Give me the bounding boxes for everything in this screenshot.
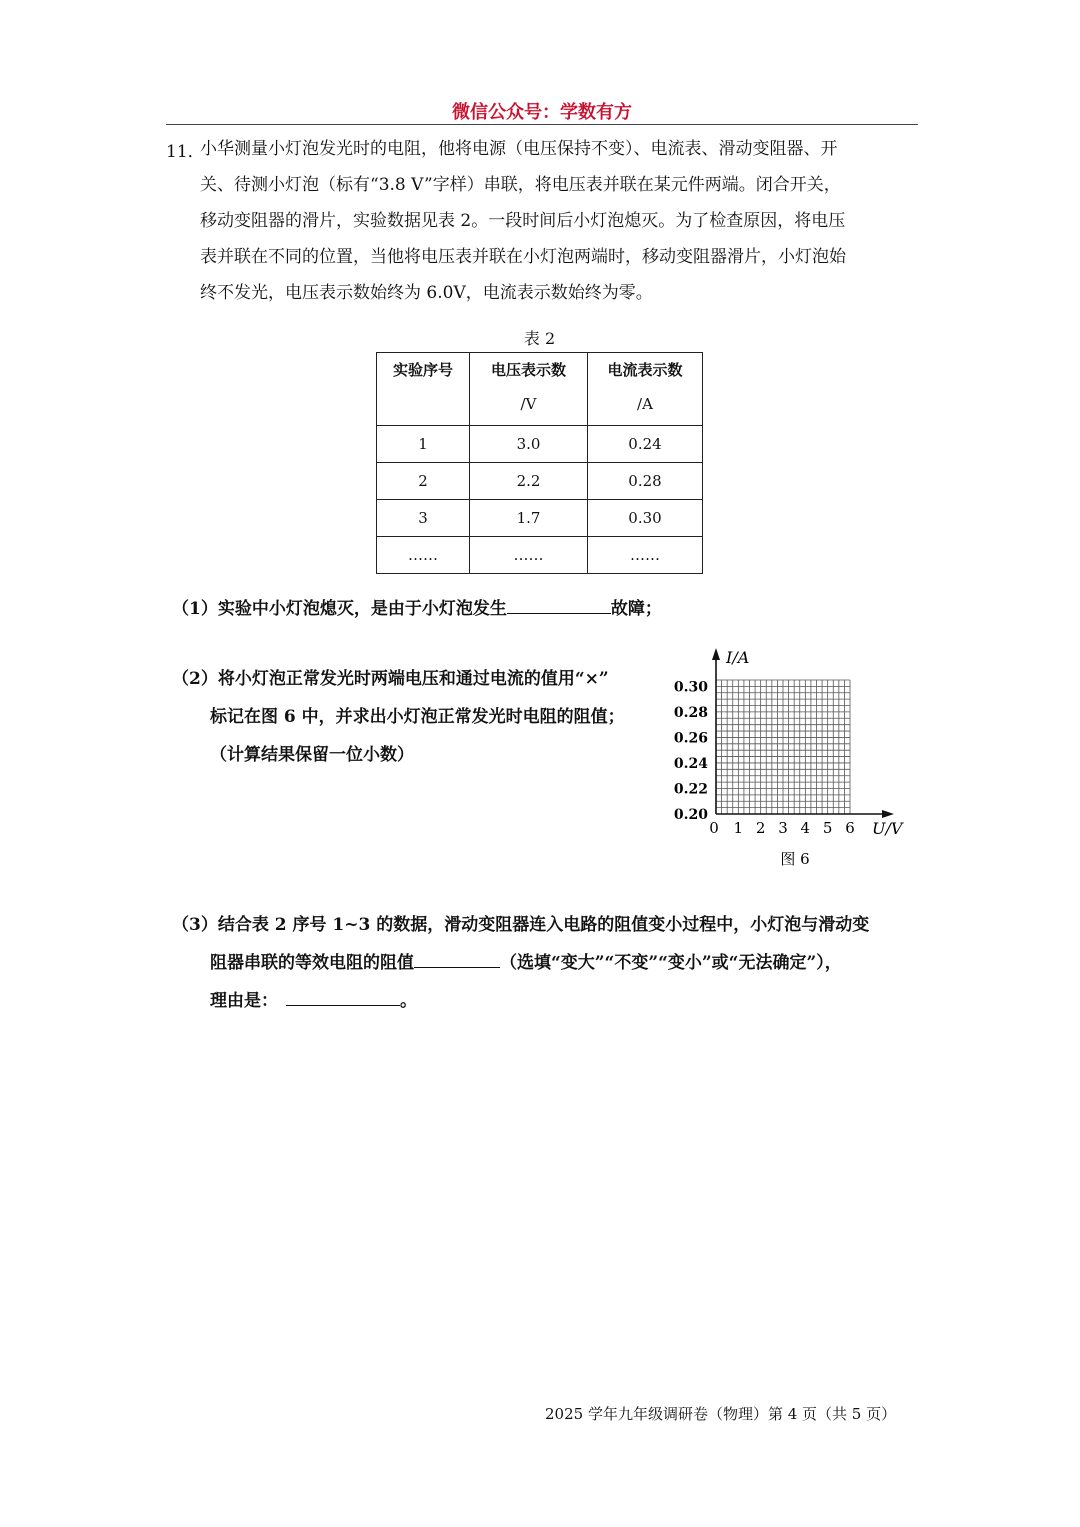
page-footer: 2025 学年九年级调研卷（物理）第 4 页（共 5 页）: [545, 1405, 897, 1423]
answer-blank[interactable]: [507, 595, 611, 614]
header-text: 电流表示数: [607, 361, 683, 379]
sub3-line: [172, 982, 932, 1020]
table-cell: ……: [377, 537, 470, 574]
table-row: [377, 500, 703, 537]
y-axis-label: I/A: [726, 648, 750, 667]
table-cell: 1: [377, 426, 470, 463]
sub1-text: （1）实验中小灯泡熄灭，是由于小灯泡发生: [172, 599, 507, 619]
sub3-text: 理由是：: [210, 991, 278, 1011]
header-unit: /A: [637, 395, 653, 413]
table-cell: 2: [377, 463, 470, 500]
y-tick-label: 0.22: [673, 781, 708, 798]
sub2-line: （计算结果保留一位小数）: [210, 745, 414, 765]
sub2-line: 标记在图 6 中，并求出小灯泡正常发光时电阻的阻值；: [210, 707, 625, 727]
question-line: 移动变阻器的滑片，实验数据见表 2。一段时间后小灯泡熄灭。为了检查原因，将电压: [200, 211, 846, 231]
question-text: [200, 131, 920, 311]
answer-blank[interactable]: [414, 949, 500, 968]
table-caption: 表 2: [523, 329, 556, 348]
table-cell: 3.0: [470, 426, 588, 463]
question-line: 终不发光，电压表示数始终为 6.0V，电流表示数始终为零。: [200, 283, 653, 303]
table-cell: 0.28: [588, 463, 703, 500]
y-tick-label: 0.20: [673, 807, 708, 823]
figure-6-chart: [670, 640, 930, 875]
table-row: [377, 463, 703, 500]
data-table: [376, 352, 703, 574]
x-tick-label: 3: [778, 819, 788, 837]
sub2-line: （2）将小灯泡正常发光时两端电压和通过电流的值用“×”: [172, 669, 609, 689]
sub-question-3: [172, 906, 932, 1020]
x-axis-label: U/V: [872, 819, 903, 838]
y-tick-label: 0.24: [673, 755, 708, 772]
x-tick-label: 6: [845, 819, 855, 837]
table-cell: 0.24: [588, 426, 703, 463]
table-cell: ……: [470, 537, 588, 574]
table-row: [377, 537, 703, 574]
table-header-cell: [588, 353, 703, 426]
x-axis-arrow: [882, 810, 894, 818]
y-tick-label: 0.30: [673, 679, 708, 696]
sub-question-2: [172, 660, 672, 774]
sub3-text: 。: [400, 991, 417, 1011]
question-line: 表并联在不同的位置，当他将电压表并联在小灯泡两端时，移动变阻器滑片，小灯泡始: [200, 247, 846, 267]
table-header-cell: [377, 353, 470, 426]
table-cell: 3: [377, 500, 470, 537]
table-cell: 2.2: [470, 463, 588, 500]
sub3-line: [172, 944, 932, 982]
chart-axes: [712, 648, 894, 818]
chart-title: 图 6: [780, 850, 810, 868]
table-cell: 1.7: [470, 500, 588, 537]
question-line: 小华测量小灯泡发光时的电阻，他将电源（电压保持不变）、电流表、滑动变阻器、开: [200, 139, 838, 159]
x-tick-label: 5: [822, 819, 833, 837]
header-rule: [166, 124, 918, 125]
x-tick-label: 4: [800, 819, 811, 837]
sub1-text-end: 故障；: [610, 599, 662, 619]
header-text: 实验序号: [392, 361, 453, 379]
y-axis-arrow: [712, 648, 720, 660]
header-text: 电压表示数: [490, 361, 566, 379]
table-row: [377, 426, 703, 463]
x-tick-label: 1: [733, 819, 744, 837]
question-number: 11．: [166, 142, 205, 162]
x-tick-label: 0: [709, 819, 719, 837]
table-header-cell: [470, 353, 588, 426]
table-header-row: [377, 353, 703, 426]
chart-grid: [716, 680, 850, 814]
sub-question-1: [172, 590, 662, 628]
table-cell: ……: [588, 537, 703, 574]
table-cell: 0.30: [588, 500, 703, 537]
sub3-line: （3）结合表 2 序号 1~3 的数据，滑动变阻器连入电路的阻值变小过程中，小灯泡与滑动变: [172, 915, 870, 935]
y-tick-label: 0.28: [673, 704, 708, 721]
sub3-text: 阻器串联的等效电阻的阻值: [210, 953, 414, 973]
header-unit: /V: [520, 395, 537, 413]
question-line: 关、待测小灯泡（标有“3.8 V”字样）串联，将电压表并联在某元件两端。闭合开关，: [200, 175, 841, 195]
answer-blank[interactable]: [286, 987, 400, 1006]
sub3-text: （选填“变大”“不变”“变小”或“无法确定”），: [500, 953, 842, 973]
watermark-header: 微信公众号：学数有方: [452, 102, 632, 123]
y-tick-label: 0.26: [673, 730, 708, 747]
x-tick-label: 2: [755, 819, 766, 837]
